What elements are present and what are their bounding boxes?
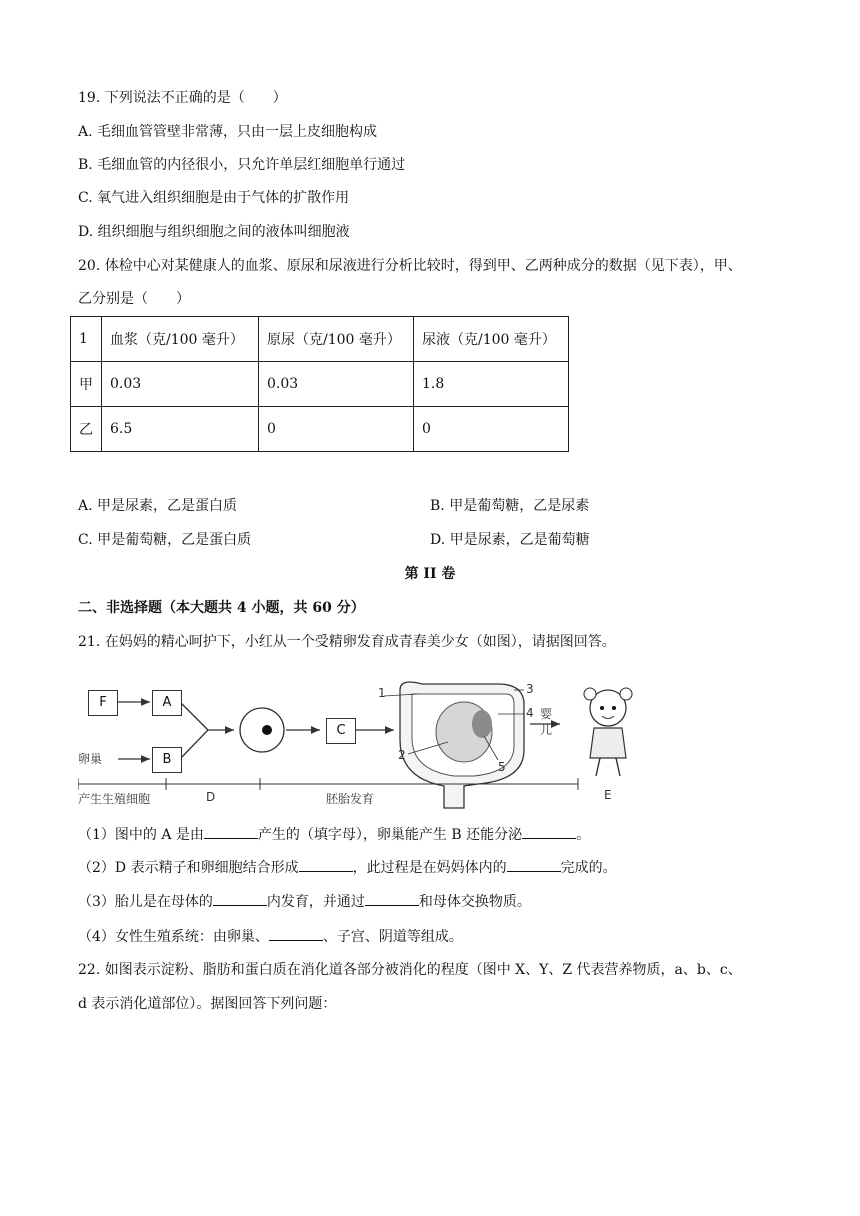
label-d: D — [206, 790, 216, 804]
q20-stem-line2: 乙分别是（ ） — [78, 291, 190, 307]
q21-p2-text-b: ，此过程是在妈妈体内的 — [352, 860, 507, 876]
q19-stem: 19. 下列说法不正确的是（ ） — [78, 90, 287, 106]
label-3: 3 — [526, 682, 534, 696]
q20-option-a: A. 甲是尿素，乙是蛋白质 — [78, 498, 238, 514]
table-header-row — [71, 317, 569, 362]
q19-option-d: D. 组织细胞与组织细胞之间的液体叫细胞液 — [78, 224, 350, 240]
q19-option-c: C. 氧气进入组织细胞是由于气体的扩散作用 — [78, 190, 350, 206]
table-cell: 乙 — [71, 407, 102, 452]
table-cell: 尿液（克/100 毫升） — [414, 317, 569, 362]
q21-p1-text-a: （1）图中的 A 是由 — [78, 827, 204, 843]
table-cell: 0.03 — [102, 362, 259, 407]
table-row — [71, 362, 569, 407]
produce-cells-label: 产生生殖细胞 — [78, 792, 151, 806]
label-1: 1 — [378, 686, 386, 700]
embryo-development-diagram — [78, 680, 678, 810]
answer-blank[interactable] — [507, 857, 561, 872]
table-cell: 1 — [71, 317, 102, 362]
q20-option-b: B. 甲是葡萄糖，乙是尿素 — [430, 498, 590, 514]
q19-option-a: A. 毛细血管管壁非常薄，只由一层上皮细胞构成 — [78, 124, 378, 140]
answer-blank[interactable] — [213, 891, 267, 906]
answer-blank[interactable] — [269, 926, 323, 941]
infant-label: 婴儿 — [540, 707, 553, 737]
answer-blank[interactable] — [204, 824, 258, 839]
table-row — [71, 407, 569, 452]
q20-stem-line1: 20. 体检中心对某健康人的血浆、原尿和尿液进行分析比较时，得到甲、乙两种成分的数据（见下表），甲、 — [78, 258, 742, 274]
q21-part3 — [78, 891, 531, 912]
q22-stem-line1: 22. 如图表示淀粉、脂肪和蛋白质在消化道各部分被消化的程度（图中 X、Y、Z 代表营养物质，a、b、c、 — [78, 962, 742, 978]
table-cell: 血浆（克/100 毫升） — [102, 317, 259, 362]
q21-p3-text-c: 和母体交换物质。 — [418, 894, 531, 910]
q21-stem: 21. 在妈妈的精心呵护下，小红从一个受精卵发育成青春美少女（如图），请据图回答。 — [78, 634, 616, 650]
q21-p1-text-b: 产生的（填字母），卵巢能产生 B 还能分泌 — [257, 827, 523, 843]
q22-stem-line2: d 表示消化道部位）。据图回答下列问题： — [78, 996, 337, 1012]
box-f: F — [88, 690, 118, 716]
label-2: 2 — [398, 748, 406, 762]
box-c: C — [326, 718, 356, 744]
table-cell: 0 — [414, 407, 569, 452]
table-cell: 6.5 — [102, 407, 259, 452]
q21-part1 — [78, 824, 590, 845]
q21-part4 — [78, 926, 463, 947]
answer-blank[interactable] — [365, 891, 419, 906]
q21-part2 — [78, 857, 617, 878]
q20-option-d: D. 甲是尿素，乙是葡萄糖 — [430, 532, 590, 548]
answer-blank[interactable] — [299, 857, 353, 872]
q21-p4-text-a: （4）女性生殖系统：由卵巢、 — [78, 929, 269, 945]
q20-option-c: C. 甲是葡萄糖，乙是蛋白质 — [78, 532, 252, 548]
table-cell: 0 — [259, 407, 414, 452]
q21-p2-text-c: 完成的。 — [560, 860, 617, 876]
table-cell: 1.8 — [414, 362, 569, 407]
embryo-label: 胚胎发育 — [326, 792, 375, 806]
part2-heading: 二、非选择题（本大题共 4 小题，共 60 分） — [78, 600, 365, 616]
q21-p3-text-a: （3）胎儿是在母体的 — [78, 894, 213, 910]
table-cell: 甲 — [71, 362, 102, 407]
q21-p3-text-b: 内发育，并通过 — [266, 894, 365, 910]
volume-heading: 第 II 卷 — [404, 566, 456, 582]
label-e: E — [604, 788, 612, 802]
box-a: A — [152, 690, 182, 716]
q20-table — [70, 316, 569, 452]
label-5: 5 — [498, 760, 506, 774]
q21-p1-text-c: 。 — [576, 827, 591, 843]
label-4: 4 — [526, 706, 534, 720]
box-b: B — [152, 747, 182, 773]
table-cell: 0.03 — [259, 362, 414, 407]
table-cell: 原尿（克/100 毫升） — [259, 317, 414, 362]
answer-blank[interactable] — [522, 824, 576, 839]
q19-option-b: B. 毛细血管的内径很小，只允许单层红细胞单行通过 — [78, 157, 406, 173]
ovary-label: 卵巢 — [78, 752, 103, 766]
q21-p2-text-a: （2）D 表示精子和卵细胞结合形成 — [78, 860, 299, 876]
q21-p4-text-b: 、子宫、阴道等组成。 — [322, 929, 463, 945]
